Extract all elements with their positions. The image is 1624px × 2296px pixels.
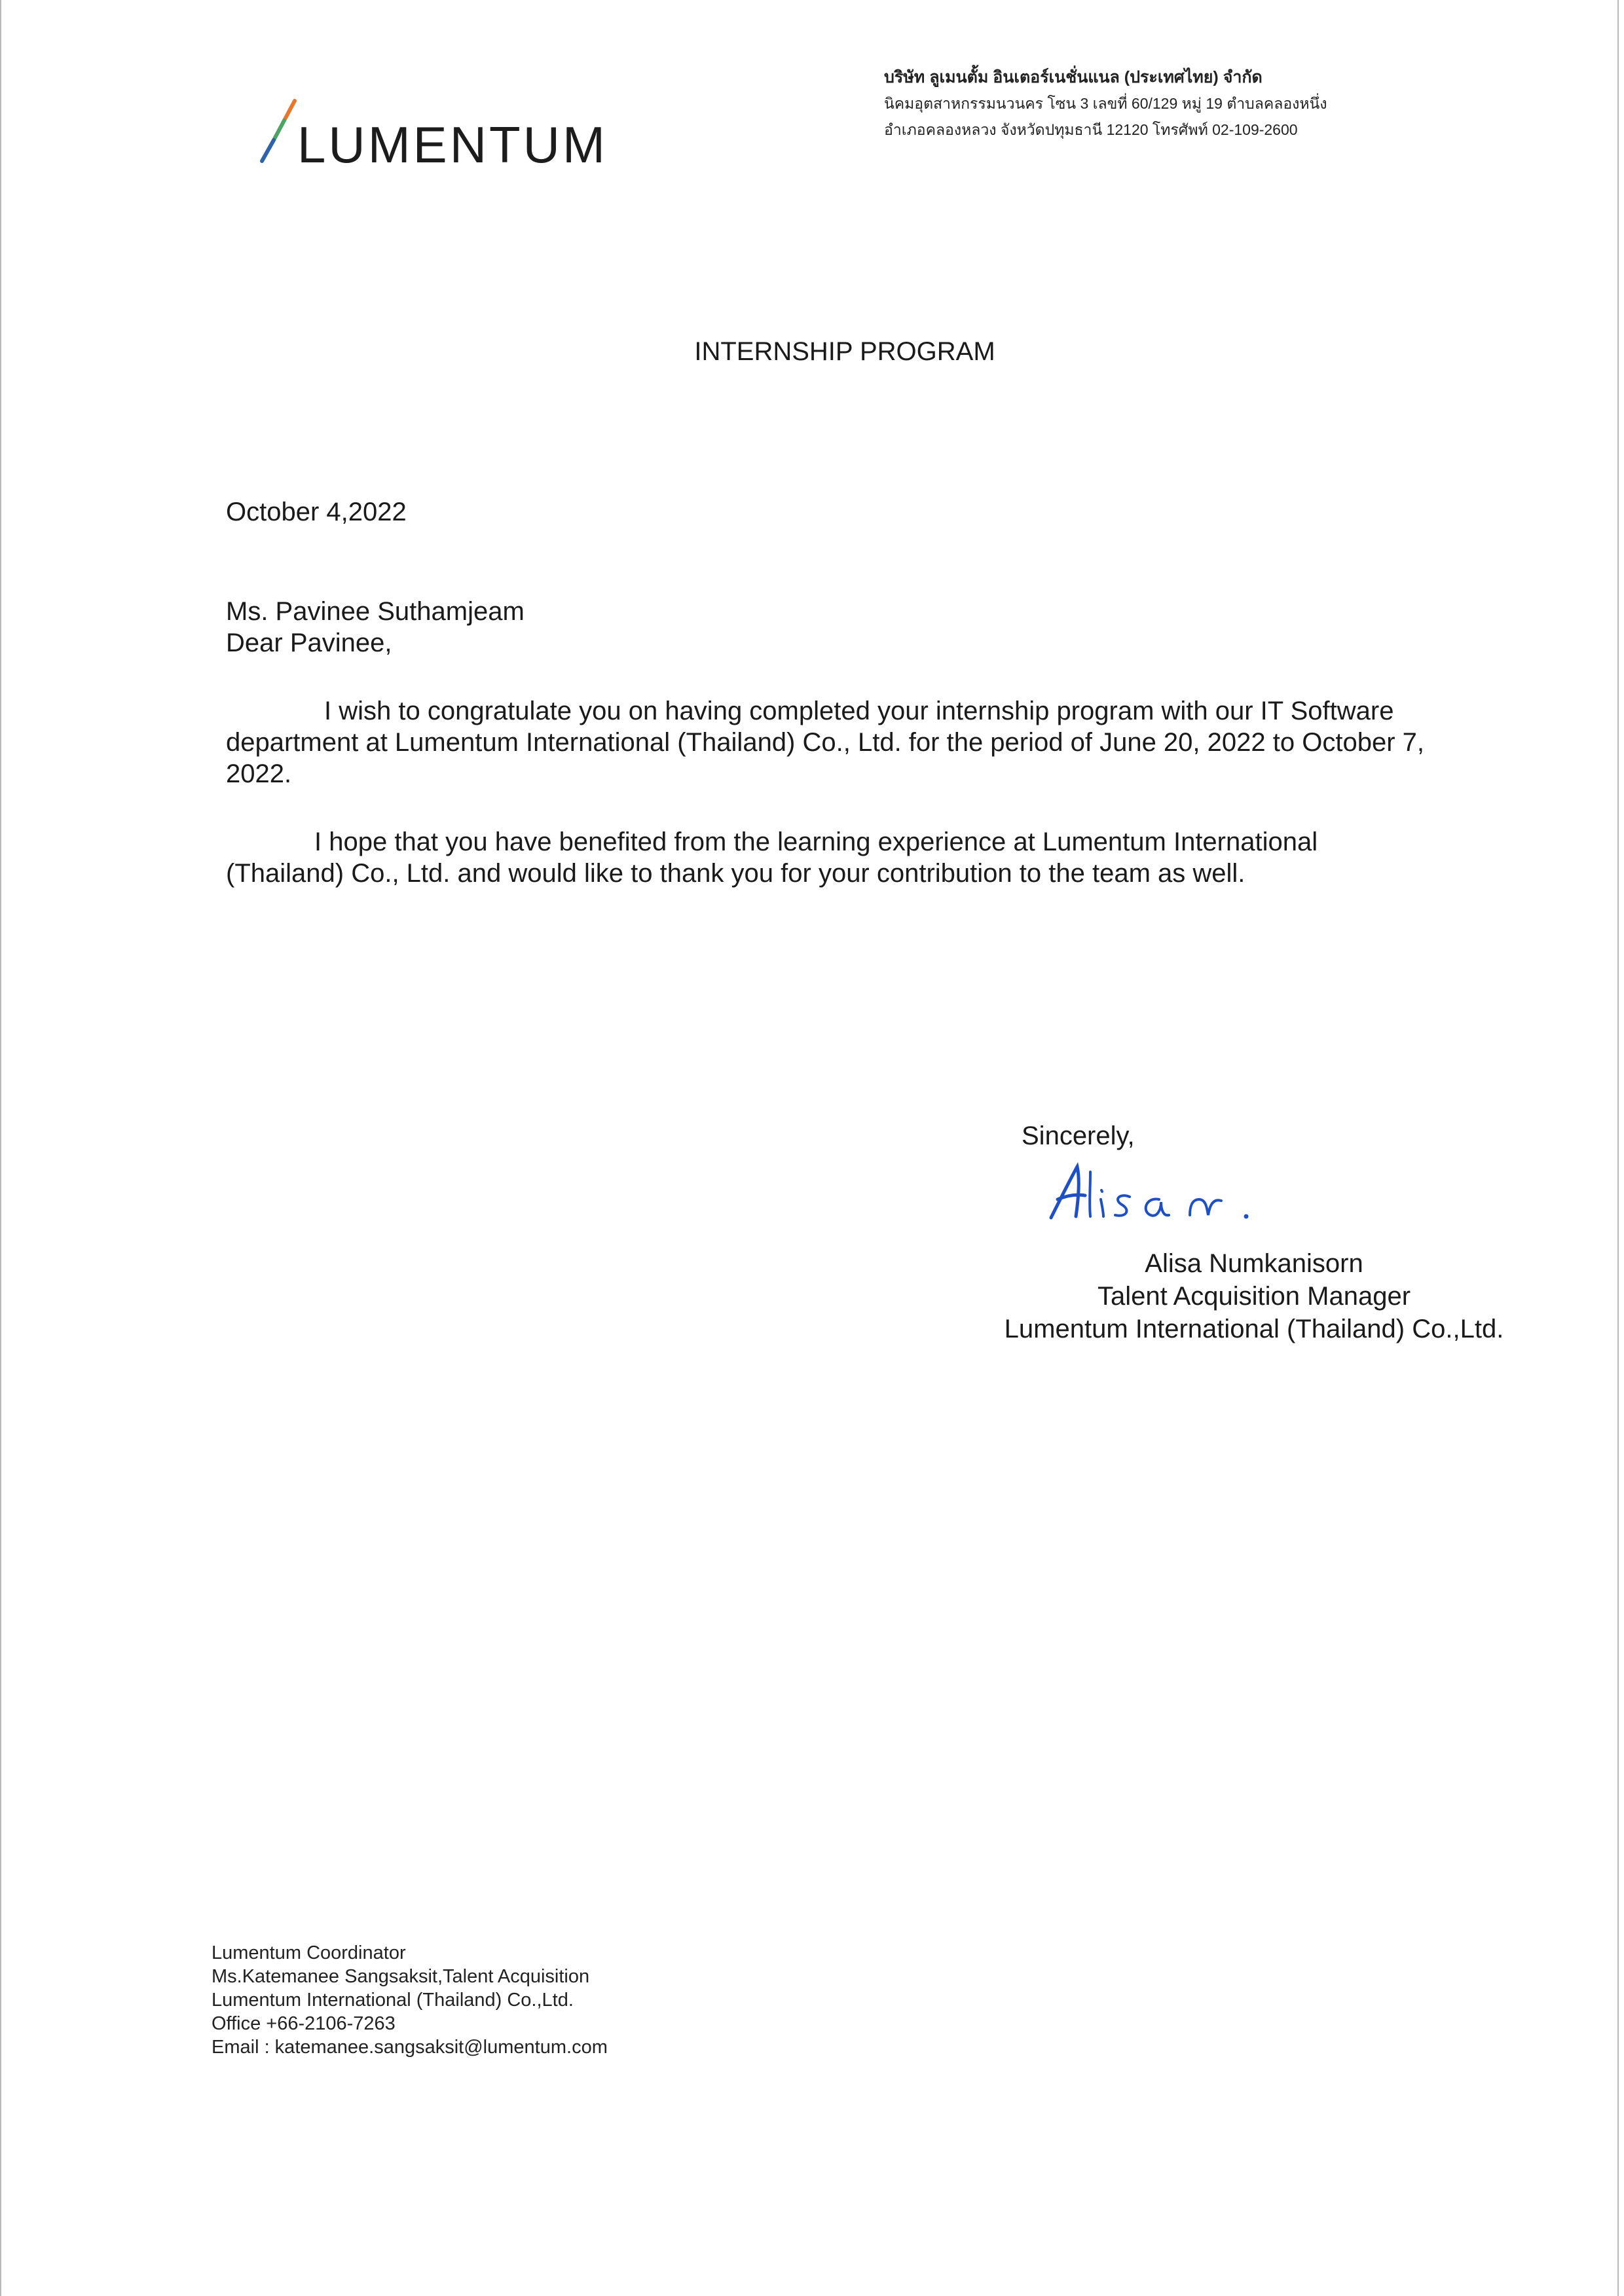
document-title: INTERNSHIP PROGRAM xyxy=(694,337,995,366)
letter-date: October 4,2022 xyxy=(226,498,407,526)
logo-text: LUMENTUM xyxy=(297,116,608,173)
salutation: Dear Pavinee, xyxy=(226,629,392,657)
thai-address-line-2: อำเภอคลองหลวง จังหวัดปทุมธานี 12120 โทรศัพท์ 02-109-2600 xyxy=(884,121,1298,138)
recipient-name: Ms. Pavinee Suthamjeam xyxy=(226,597,525,626)
signer-title: Talent Acquisition Manager xyxy=(1097,1282,1411,1311)
closing-sincerely: Sincerely, xyxy=(1022,1121,1135,1150)
signer-name: Alisa Numkanisorn xyxy=(1145,1249,1363,1278)
signer-block xyxy=(851,1247,1624,1345)
footer-line: Ms.Katemanee Sangsaksit,Talent Acquisition xyxy=(212,1966,590,1987)
logo-slash-icon xyxy=(248,98,300,170)
lumentum-logo xyxy=(248,98,614,173)
paragraph-1: I wish to congratulate you on having completed your internship program with our IT Software department at Lumentum International (Thailand) Co., Ltd. for the period of June 20, 2022 to October 7, 2022. xyxy=(226,697,1424,788)
logo-stroke-orange xyxy=(284,101,295,120)
recipient-block xyxy=(226,596,1437,659)
footer-email: Email : katemanee.sangsaksit@lumentum.com xyxy=(212,2037,608,2058)
paragraph-2: I hope that you have benefited from the learning experience at Lumentum International (Thailand) Co., Ltd. and would like to thank you for your contribution to the team as well. xyxy=(226,828,1318,888)
logo-stroke-blue xyxy=(262,140,274,161)
thai-address-line-1: นิคมอุตสาหกรรมนวนคร โซน 3 เลขที่ 60/129 หมู่ 19 ตำบลคลองหนึ่ง xyxy=(884,95,1327,112)
letterhead-address xyxy=(884,64,1434,143)
footer-line: Lumentum International (Thailand) Co.,Ltd. xyxy=(212,1990,574,2011)
thai-company-name: บริษัท ลูเมนตั้ม อินเตอร์เนชั่นแนล (ประเทศไทย) จำกัด xyxy=(884,68,1263,86)
footer-line: Office +66-2106-7263 xyxy=(212,2013,396,2034)
signer-company: Lumentum International (Thailand) Co.,Ltd. xyxy=(1004,1315,1504,1343)
logo-stroke-green xyxy=(274,120,284,140)
handwritten-signature xyxy=(1038,1159,1274,1231)
coordinator-footer xyxy=(212,1941,608,2059)
footer-line: Lumentum Coordinator xyxy=(212,1942,406,1963)
